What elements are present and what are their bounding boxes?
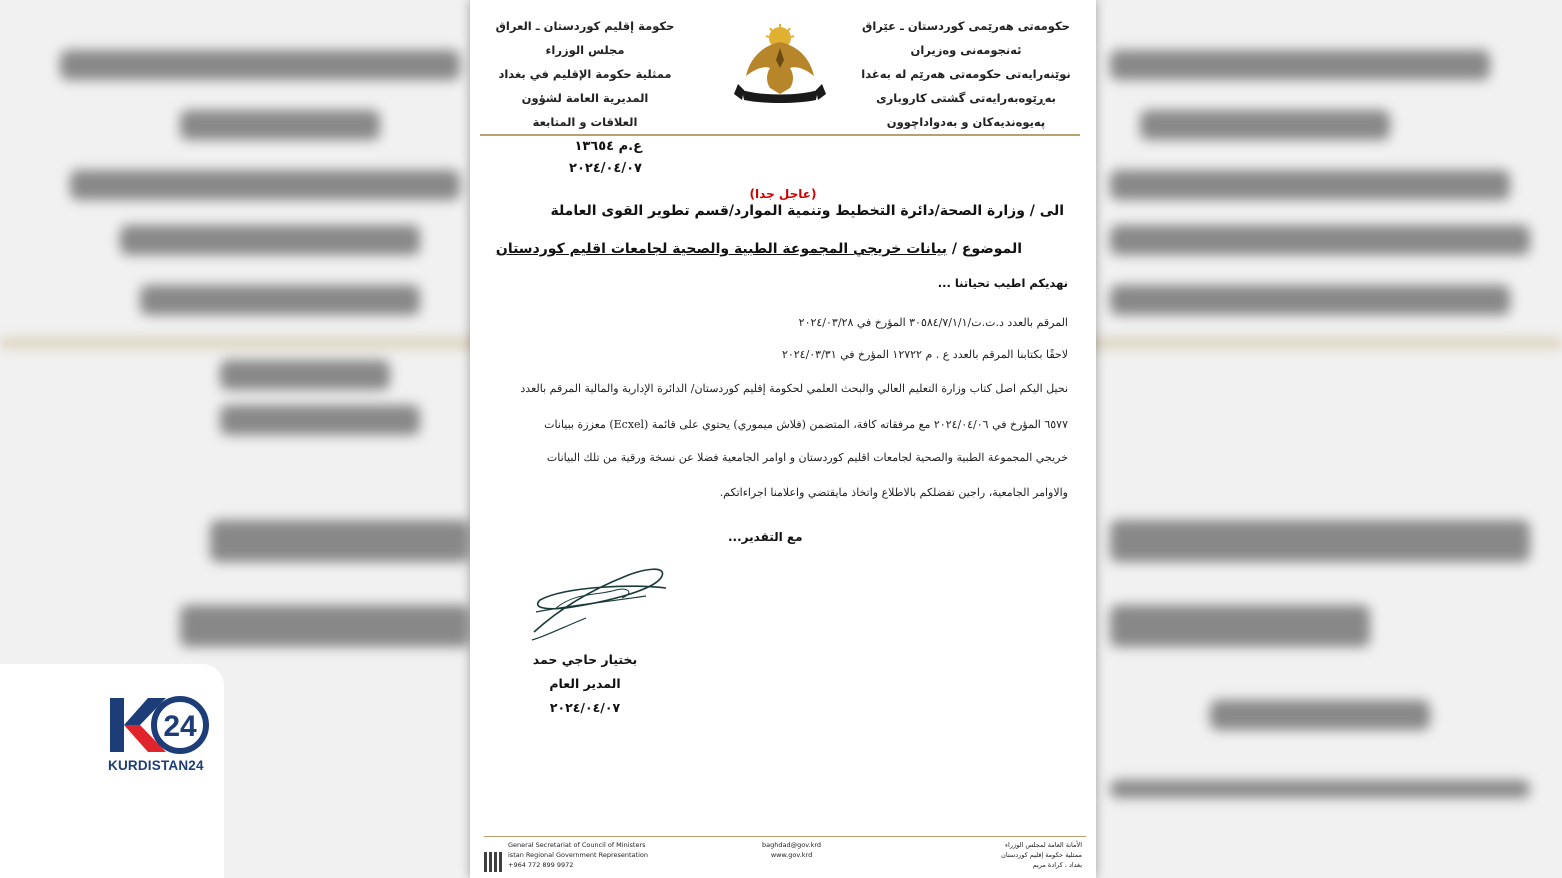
kurdistan-eagle-emblem-icon: [732, 24, 828, 106]
letterhead-line: مجلس الوزراء: [545, 43, 625, 57]
footer-line: baghdad@gov.krd: [762, 841, 822, 849]
body-line: نحيل اليكم اصل كتاب وزارة التعليم العالي والبحث العلمي لحكومة إقليم كوردستان/ الدائرة الإدارية والمالية المرقم بالعدد: [520, 382, 1068, 395]
footer-line: ممثلية حكومة إقليم كوردستان: [1001, 851, 1082, 859]
subject-prefix: الموضوع /: [947, 241, 1022, 257]
letterhead-line: بەڕێوەبەرایەتی گشتی کاروباری: [876, 91, 1056, 105]
body-line: خريجي المجموعة الطبية والصحية لجامعات اقليم كوردستان و اوامر الجامعية فضلا عن نسخة ورقية من تلك البيانات: [546, 451, 1068, 464]
signature-icon: [526, 562, 676, 646]
footer-line: +964 772 899 9972: [508, 861, 574, 869]
letterhead-line: ئەنجومەنی وەزیران: [910, 43, 1022, 57]
signatory-name: بختيار حاجي حمد: [532, 652, 638, 667]
footer-line: الأمانة العامة لمجلس الوزراء: [1005, 841, 1082, 849]
footer-line: General Secretariat of Council of Ministers: [508, 841, 646, 849]
closing-regards: مع التقدير...: [728, 530, 803, 544]
qr-code-icon: [484, 852, 504, 872]
reference-block: [562, 136, 642, 180]
letterhead-line: المديرية العامة لشؤون: [521, 91, 649, 105]
footer-line: istan Regional Government Representation: [508, 851, 648, 859]
letterhead-line: حکومەتی هەرێمی کوردستان ـ عێراق: [862, 19, 1070, 33]
letterhead-line: العلاقات و المتابعة: [532, 115, 638, 129]
footer-line: www.gov.krd: [770, 851, 813, 859]
letterhead-line: پەیوەندیەکان و بەدواداچوون: [886, 115, 1046, 129]
body-line: لاحقًا بكتابنا المرقم بالعدد ع . م ١٢٧٢٢ المؤرخ في ٢٠٢٤/٠٣/٣١: [781, 348, 1068, 361]
reference-number: ع.م ١٣٦٥٤: [574, 139, 642, 154]
arabic-letterhead: [490, 14, 680, 134]
footer-left: [508, 840, 648, 870]
recipient-line: الى / وزارة الصحة/دائرة التخطيط وتنمية الموارد/قسم تطوير القوى العاملة: [550, 203, 1064, 219]
letterhead-line: حكومة إقليم كوردستان ـ العراق: [495, 19, 675, 33]
letterhead-line: ممثلية حكومة الإقليم في بغداد: [498, 67, 672, 81]
footer-center: [762, 840, 821, 860]
svg-text:24: 24: [163, 710, 197, 743]
kurdish-letterhead: [856, 14, 1076, 134]
reference-date: ٢٠٢٤/٠٤/٠٧: [569, 161, 642, 176]
body-line: ٦٥٧٧ المؤرخ في ٢٠٢٤/٠٤/٠٦ مع مرفقاته كافة، المتضمن (فلاش ميموري) يحتوي على قائمة (Ecxel) معززة ببيانات: [544, 418, 1068, 431]
urgent-label: (عاجل جدا): [749, 187, 817, 201]
subject-text: بيانات خريجي المجموعة الطبية والصحية لجامعات اقليم كوردستان: [495, 241, 948, 257]
footer-right: [1001, 840, 1082, 870]
greeting: نهديكم اطيب تحياتنا ...: [937, 276, 1068, 290]
body-line: والاوامر الجامعية، راجين تفضلكم بالاطلاع واتخاذ مايقتضي واعلامنا اجراءاتكم.: [719, 486, 1068, 499]
signatory-block: [510, 648, 660, 720]
signatory-title: المدير العام: [549, 676, 621, 691]
footer-line: بغداد ، كرادة مريم: [1032, 861, 1082, 869]
signatory-date: ٢٠٢٤/٠٤/٠٧: [549, 700, 621, 715]
k24-logo-icon: [104, 692, 214, 758]
letter-page: [470, 0, 1096, 878]
letterhead-line: نوێنەرایەتی حکومەتی هەرێم لە بەغدا: [861, 67, 1071, 81]
subject-line: [496, 241, 1022, 257]
brand-name: KURDISTAN24: [108, 758, 204, 773]
body-line: المرقم بالعدد د.ت.ت/٣٠٥٨٤/٧/١/١ المؤرخ في ٢٠٢٤/٠٣/٢٨: [798, 316, 1068, 329]
footer-divider: [484, 836, 1086, 837]
